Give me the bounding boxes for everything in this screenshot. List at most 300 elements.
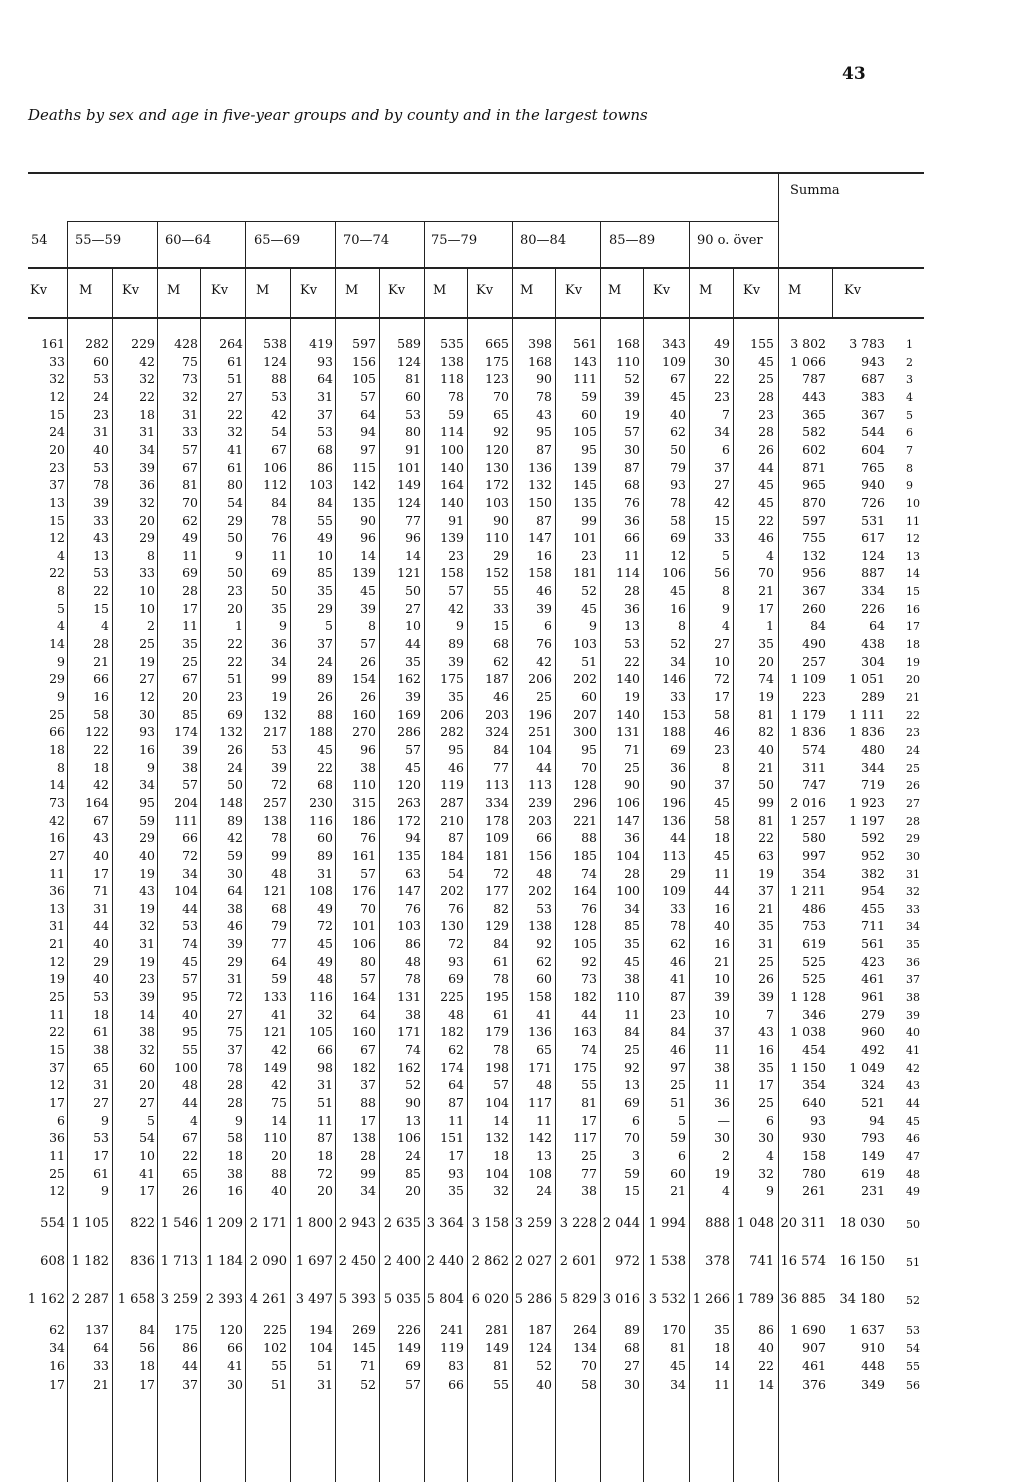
table-cell: 3 158 [471,1216,509,1231]
table-cell: 33 [670,689,686,704]
table-cell: 158 [528,565,552,581]
table-cell: 119 [440,777,464,793]
table-cell: 25 [536,689,552,704]
table-cell: 14 [493,1112,509,1128]
table-cell: 128 [573,777,597,793]
table-cell: 57 [360,388,376,404]
table-cell: 21 [758,900,774,916]
table-cell: 61 [493,953,509,969]
table-cell: 99 [758,794,774,810]
table-cell: 44 [182,1094,198,1110]
table-cell: 103 [573,636,597,652]
table-cell: 78 [536,388,552,404]
table-cell: 73 [182,371,198,387]
table-cell: 17 [581,1112,597,1128]
age-group-divider [512,221,513,267]
table-cell: 22 [227,653,243,669]
table-cell: 22 [93,741,109,757]
table-cell: 43 [93,830,109,846]
table-cell: 26 [360,653,376,669]
row-number: 37 [906,973,920,987]
table-cell: 34 [182,865,198,881]
table-cell: 46 [670,1042,686,1057]
row-number: 36 [906,955,920,969]
table-cell: 17 [714,689,730,704]
table-cell: 12 [49,953,65,969]
table-cell: 12 [139,689,155,704]
table-cell: 30 [758,1130,774,1146]
table-cell: 140 [616,706,640,722]
table-cell: 31 [93,900,109,916]
table-cell: 64 [93,1340,109,1356]
table-cell: 45 [182,953,198,969]
table-cell: 230 [309,794,333,810]
table-cell: 346 [802,1006,826,1022]
table-cell: 90 [493,512,509,528]
table-cell: 44 [581,1006,597,1022]
table-cell: 154 [352,671,376,687]
table-cell: 55 [493,583,509,599]
table-cell: 163 [573,1024,597,1040]
table-cell: 135 [397,847,421,863]
sex-header: M [699,283,713,298]
table-cell: 304 [861,653,885,669]
table-cell: 17 [758,1077,774,1093]
age-group-label: 75—79 [431,233,478,248]
table-cell: 52 [405,1077,421,1093]
table-cell: 23 [139,971,155,987]
table-cell: 174 [174,724,198,740]
table-cell: 20 [758,653,774,669]
table-cell: 3 532 [648,1292,686,1307]
table-cell: 76 [405,900,421,916]
table-cell: 78 [405,971,421,987]
table-cell: 76 [271,530,287,546]
table-cell: 104 [309,1340,333,1356]
table-cell: 231 [861,1183,885,1199]
table-cell: 21 [758,583,774,599]
table-cell: 24 [405,1147,421,1163]
table-cell: 99 [360,1165,376,1181]
table-cell: 719 [861,777,885,793]
table-cell: 26 [182,1183,198,1199]
table-cell: 257 [263,794,287,810]
table-cell: 87 [670,989,686,1005]
table-cell: 40 [758,741,774,757]
table-cell: 9 [101,1112,109,1128]
table-cell: 28 [360,1147,376,1163]
table-cell: 52 [624,371,640,387]
table-cell: 23 [93,406,109,422]
table-cell: 85 [405,1165,421,1181]
age-group-label: 60—64 [165,233,212,248]
table-cell: 45 [714,794,730,810]
table-cell: 145 [573,477,597,493]
table-cell: 315 [352,794,376,810]
table-cell: 94 [869,1112,885,1128]
table-cell: 79 [271,918,287,934]
table-cell: 367 [802,583,826,599]
table-cell: 64 [227,883,243,899]
table-cell: 68 [624,1340,640,1356]
table-cell: 38 [405,1006,421,1022]
table-cell: 16 574 [780,1254,826,1269]
table-cell: 68 [317,441,333,457]
table-cell: 25 [758,953,774,969]
table-cell: 260 [802,600,826,616]
table-cell: 45 [758,494,774,510]
table-cell: 164 [85,794,109,810]
sex-header: Kv [476,283,494,298]
table-cell: 21 [758,759,774,775]
row-number: 10 [906,496,920,510]
table-cell: 225 [440,989,464,1005]
table-cell: 138 [352,1130,376,1146]
table-cell: 72 [227,989,243,1005]
table-cell: 45 [670,583,686,599]
table-cell: 27 [624,1358,640,1374]
table-cell: 15 [714,512,730,528]
table-cell: 36 [49,883,65,899]
table-cell: 41 [670,971,686,987]
table-cell: 37 [49,477,65,493]
table-cell: 71 [360,1358,376,1374]
table-cell: 22 [227,636,243,652]
table-cell: 1 182 [71,1254,109,1269]
table-cell: 99 [581,512,597,528]
table-cell: 20 [271,1147,287,1163]
row-number: 26 [906,779,920,793]
table-cell: 5 393 [338,1292,376,1307]
table-cell: 124 [861,547,885,563]
sex-header: M [433,283,447,298]
table-cell: 170 [662,1322,686,1337]
table-cell: 20 [227,600,243,616]
table-cell: 9 [57,653,65,669]
table-cell: 279 [861,1006,885,1022]
table-cell: 35 [758,1059,774,1075]
table-cell: 59 [624,1165,640,1181]
table-cell: 139 [573,459,597,475]
table-cell: 202 [573,671,597,687]
table-cell: 29 [493,547,509,563]
table-cell: 87 [624,459,640,475]
table-cell: 956 [802,565,826,581]
table-cell: 1 150 [790,1059,826,1075]
table-cell: 105 [352,371,376,387]
row-number: 1 [906,338,913,351]
table-cell: 33 [182,424,198,440]
table-cell: 74 [581,1042,597,1057]
table-cell: 136 [528,1024,552,1040]
table-cell: 3 016 [602,1292,640,1307]
table-cell: 139 [352,565,376,581]
table-cell: 22 [139,388,155,404]
rule-age [28,267,924,269]
table-cell: 50 [758,777,774,793]
table-cell: 12 [670,547,686,563]
table-cell: 138 [528,918,552,934]
table-cell: 137 [85,1322,109,1337]
table-cell: 27 [139,1094,155,1110]
table-cell: 36 [139,477,155,493]
table-cell: 31 [317,388,333,404]
table-cell: 11 [714,1077,730,1093]
table-cell: 109 [662,353,686,369]
table-cell: 131 [397,989,421,1005]
table-cell: 75 [271,1094,287,1110]
table-cell: 29 [93,953,109,969]
table-cell: 1 713 [160,1254,198,1269]
row-number: 50 [906,1218,920,1231]
table-cell: 45 [758,353,774,369]
table-cell: 64 [869,618,885,634]
table-cell: 1 209 [205,1216,243,1231]
table-cell: 106 [263,459,287,475]
table-cell: 32 [139,918,155,934]
row-number: 18 [906,638,920,652]
table-cell: 20 [405,1183,421,1199]
table-cell: 64 [271,953,287,969]
table-cell: 60 [93,353,109,369]
table-cell: 61 [227,353,243,369]
table-cell: 1 546 [160,1216,198,1231]
table-cell: 53 [93,989,109,1005]
table-cell: 11 [182,618,198,634]
table-cell: 589 [397,336,421,351]
table-cell: 23 [714,388,730,404]
table-cell: 22 [227,406,243,422]
table-cell: 11 [49,865,65,881]
row-number: 47 [906,1149,920,1163]
table-cell: 57 [360,636,376,652]
table-cell: 55 [317,512,333,528]
table-cell: 109 [485,830,509,846]
table-cell: 10 [714,971,730,987]
row-number: 27 [906,796,920,810]
table-cell: 619 [861,1165,885,1181]
table-cell: 111 [573,371,597,387]
table-cell: 23 [49,459,65,475]
table-cell: 38 [360,759,376,775]
row-number: 13 [906,549,920,563]
table-cell: 11 [714,865,730,881]
table-cell: 38 [182,759,198,775]
table-cell: 3 497 [295,1292,333,1307]
table-cell: 10 [139,600,155,616]
table-cell: 44 [182,900,198,916]
table-cell: 9 [722,600,730,616]
table-cell: 561 [861,936,885,952]
table-cell: 2 601 [559,1254,597,1269]
table-cell: 106 [662,565,686,581]
table-cell: 39 [360,600,376,616]
table-cell: 264 [219,336,243,351]
table-cell: 24 [227,759,243,775]
table-cell: 96 [360,530,376,546]
age-group-divider [600,221,601,267]
table-cell: 14 [49,636,65,652]
table-cell: 17 [139,1376,155,1392]
summa-mid-divider [832,267,833,317]
table-cell: 45 [360,583,376,599]
table-cell: 176 [352,883,376,899]
row-number: 31 [906,867,920,881]
table-cell: 140 [616,671,640,687]
table-cell: 34 180 [839,1292,885,1307]
table-cell: 195 [485,989,509,1005]
table-cell: 765 [861,459,885,475]
table-cell: 12 [49,388,65,404]
table-cell: 665 [485,336,509,351]
table-cell: 95 [536,424,552,440]
table-cell: 135 [573,494,597,510]
table-cell: 60 [581,406,597,422]
table-cell: 66 [448,1376,464,1392]
table-cell: 72 [714,671,730,687]
table-cell: 9 [766,1183,774,1199]
table-cell: 66 [93,671,109,687]
table-cell: 822 [130,1216,155,1231]
row-number: 9 [906,479,913,493]
table-cell: 39 [93,494,109,510]
table-cell: 84 [139,1322,155,1337]
table-cell: 109 [662,883,686,899]
table-cell: 110 [616,989,640,1005]
table-cell: 111 [174,812,198,828]
table-cell: 2 171 [249,1216,287,1231]
table-cell: 72 [493,865,509,881]
table-cell: 461 [802,1358,826,1374]
table-cell: 104 [528,741,552,757]
table-cell: 87 [536,441,552,457]
table-cell: 93 [317,353,333,369]
table-cell: 103 [397,918,421,934]
table-cell: 787 [802,371,826,387]
table-cell: 103 [309,477,333,493]
table-cell: 27 [714,636,730,652]
table-cell: 77 [493,759,509,775]
table-cell: 145 [352,1340,376,1356]
table-cell: 42 [271,1042,287,1057]
table-cell: 129 [485,918,509,934]
table-cell: 112 [263,477,287,493]
table-cell: 48 [536,865,552,881]
table-cell: 78 [493,1042,509,1057]
table-cell: 65 [93,1059,109,1075]
table-cell: 58 [714,706,730,722]
table-cell: 22 [758,830,774,846]
table-cell: 22 [758,512,774,528]
table-cell: 45 [405,759,421,775]
table-cell: 94 [405,830,421,846]
table-cell: 61 [227,459,243,475]
table-cell: 45 [670,388,686,404]
row-number: 7 [906,443,913,457]
table-cell: 50 [227,777,243,793]
table-cell: 943 [861,353,885,369]
table-cell: 49 [182,530,198,546]
table-cell: 62 [536,953,552,969]
table-cell: 65 [493,406,509,422]
table-cell: 207 [573,706,597,722]
table-cell: 62 [49,1322,65,1337]
table-cell: 264 [573,1322,597,1337]
table-cell: 106 [616,794,640,810]
table-cell: 22 [93,583,109,599]
row-number: 49 [906,1185,920,1199]
table-cell: 5 [325,618,333,634]
table-cell: 133 [263,989,287,1005]
table-cell: 92 [536,936,552,952]
table-cell: 113 [528,777,552,793]
table-cell: 3 259 [160,1292,198,1307]
table-cell: 138 [263,812,287,828]
table-cell: 37 [714,777,730,793]
table-cell: 423 [861,953,885,969]
sex-header: Kv [743,283,761,298]
table-cell: 45 [317,936,333,952]
table-cell: 78 [670,918,686,934]
table-cell: 51 [227,371,243,387]
table-cell: 42 [49,812,65,828]
table-cell: 73 [49,794,65,810]
table-cell: 120 [219,1322,243,1337]
table-cell: 29 [139,830,155,846]
table-cell: 38 [139,1024,155,1040]
table-cell: 31 [93,1077,109,1093]
table-cell: 269 [352,1322,376,1337]
table-cell: 86 [317,459,333,475]
table-cell: 110 [616,353,640,369]
table-cell: 45 [670,1358,686,1374]
table-cell: 147 [397,883,421,899]
table-cell: 87 [317,1130,333,1146]
table-cell: 102 [263,1340,287,1356]
table-cell: 203 [528,812,552,828]
table-cell: 263 [397,794,421,810]
table-cell: 188 [662,724,686,740]
table-cell: 59 [448,406,464,422]
table-cell: 33 [670,900,686,916]
table-cell: 1 049 [849,1059,885,1075]
table-cell: 25 [670,1077,686,1093]
table-cell: 17 [139,1183,155,1199]
table-cell: 87 [448,830,464,846]
table-cell: 17 [182,600,198,616]
table-cell: 131 [616,724,640,740]
table-cell: 70 [182,494,198,510]
table-cell: 11 [714,1042,730,1057]
table-cell: 42 [227,830,243,846]
table-cell: 18 [49,741,65,757]
table-cell: 289 [861,689,885,704]
table-cell: 66 [317,1042,333,1057]
table-cell: 282 [85,336,109,351]
table-cell: 160 [352,1024,376,1040]
table-cell: 37 [714,459,730,475]
table-cell: 59 [271,971,287,987]
table-cell: 8 [57,583,65,599]
table-cell: 40 [93,847,109,863]
table-cell: 40 [139,847,155,863]
table-cell: 74 [758,671,774,687]
sex-header: M [788,283,802,298]
table-cell: 38 [93,1042,109,1057]
table-cell: 67 [271,441,287,457]
table-cell: 1 994 [648,1216,686,1231]
table-cell: 96 [360,741,376,757]
